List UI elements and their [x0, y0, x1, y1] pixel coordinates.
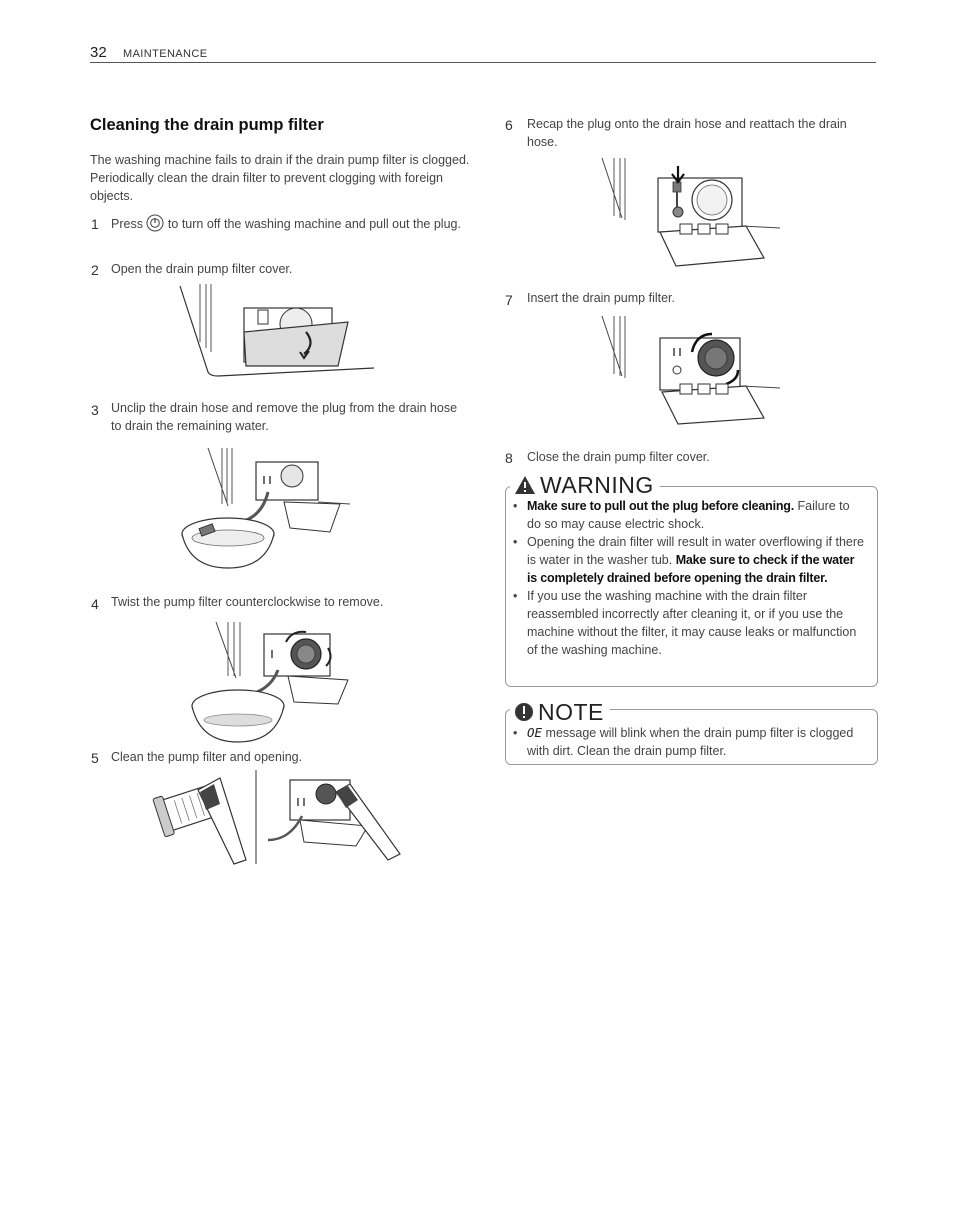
header-rule [90, 62, 876, 63]
step-4-text: Twist the pump filter counterclockwise to remove. [111, 595, 384, 609]
step-1-text-after: to turn off the washing machine and pull out the plug. [167, 217, 461, 231]
note-title: NOTE [538, 698, 604, 725]
warning-item: • Make sure to pull out the plug before cleaning. Failure to do so may cause electric shock. [513, 499, 850, 531]
warning-item-text: Opening the drain filter will result in water overflowing if there is water in the washer tub. [527, 535, 864, 567]
warning-item: • If you use the washing machine with the drain filter reassembled incorrectly after cleaning it, or if you use the machine without the filter, it may cause leaks or malfunction of the washing machine. [513, 589, 857, 657]
twist-filter-illustration [188, 620, 362, 746]
step-number: 5 [91, 750, 99, 766]
warning-title: WARNING [540, 471, 654, 498]
warning-item-emphasis: Make sure to pull out the plug before cleaning. [527, 499, 795, 513]
drain-hose-illustration [180, 446, 352, 574]
warning-triangle-icon [514, 475, 536, 495]
warning-item-text: Failure to do so may cause electric shock. [527, 499, 850, 531]
step-5-text: Clean the pump filter and opening. [111, 750, 303, 764]
reattach-hose-illustration [600, 156, 782, 272]
insert-filter-illustration [600, 314, 782, 430]
step-8-text: Close the drain pump filter cover. [527, 450, 710, 464]
step-6-text: Recap the plug onto the drain hose and reattach the drain hose. [527, 117, 847, 149]
note-item-text: message will blink when the drain pump filter is clogged with dirt. Clean the drain pump filter. [527, 726, 854, 758]
warning-item: • Opening the drain filter will result in water overflowing if there is water in the washer tub. Make sure to check if the water is completely drained before opening the drain filter. [513, 535, 864, 585]
step-number: 6 [505, 117, 513, 133]
step-number: 3 [91, 402, 99, 418]
note-exclamation-icon [514, 702, 534, 722]
step-3-text: Unclip the drain hose and remove the plug from the drain hose to drain the remaining water. [111, 401, 458, 433]
warning-item-emphasis: Make sure to check if the water is completely drained before opening the drain filter. [527, 553, 855, 585]
power-button-icon [146, 214, 164, 232]
step-7-text: Insert the drain pump filter. [527, 291, 675, 305]
note-list [513, 724, 865, 760]
error-code: OE [527, 725, 543, 740]
warning-item-text: If you use the washing machine with the drain filter reassembled incorrectly after cleaning it, or if you use the machine without the filter, it may cause leaks or malfunction of the washing machine. [527, 589, 857, 657]
step-1-text [111, 214, 461, 234]
step-1-text-before: Press [111, 217, 143, 231]
note-heading [510, 699, 610, 725]
step-number: 2 [91, 262, 99, 278]
step-number: 1 [91, 216, 99, 232]
step-number: 8 [505, 450, 513, 466]
step-number: 7 [505, 292, 513, 308]
page-number: 32 [90, 44, 107, 61]
warning-heading [510, 472, 660, 498]
clean-filter-illustration [150, 770, 406, 866]
section-title: Cleaning the drain pump filter [90, 116, 324, 134]
open-filter-cover-illustration [178, 282, 378, 378]
note-item: • OE message will blink when the drain pump filter is clogged with dirt. Clean the drain pump filter. [513, 725, 854, 758]
warning-list [513, 497, 865, 659]
intro-paragraph: The washing machine fails to drain if the drain pump filter is clogged. Periodically clean the drain filter to prevent clogging with foreign objects. [90, 153, 470, 203]
step-number: 4 [91, 596, 99, 612]
section-name: MAINTENANCE [123, 48, 208, 60]
step-2-text: Open the drain pump filter cover. [111, 262, 293, 276]
